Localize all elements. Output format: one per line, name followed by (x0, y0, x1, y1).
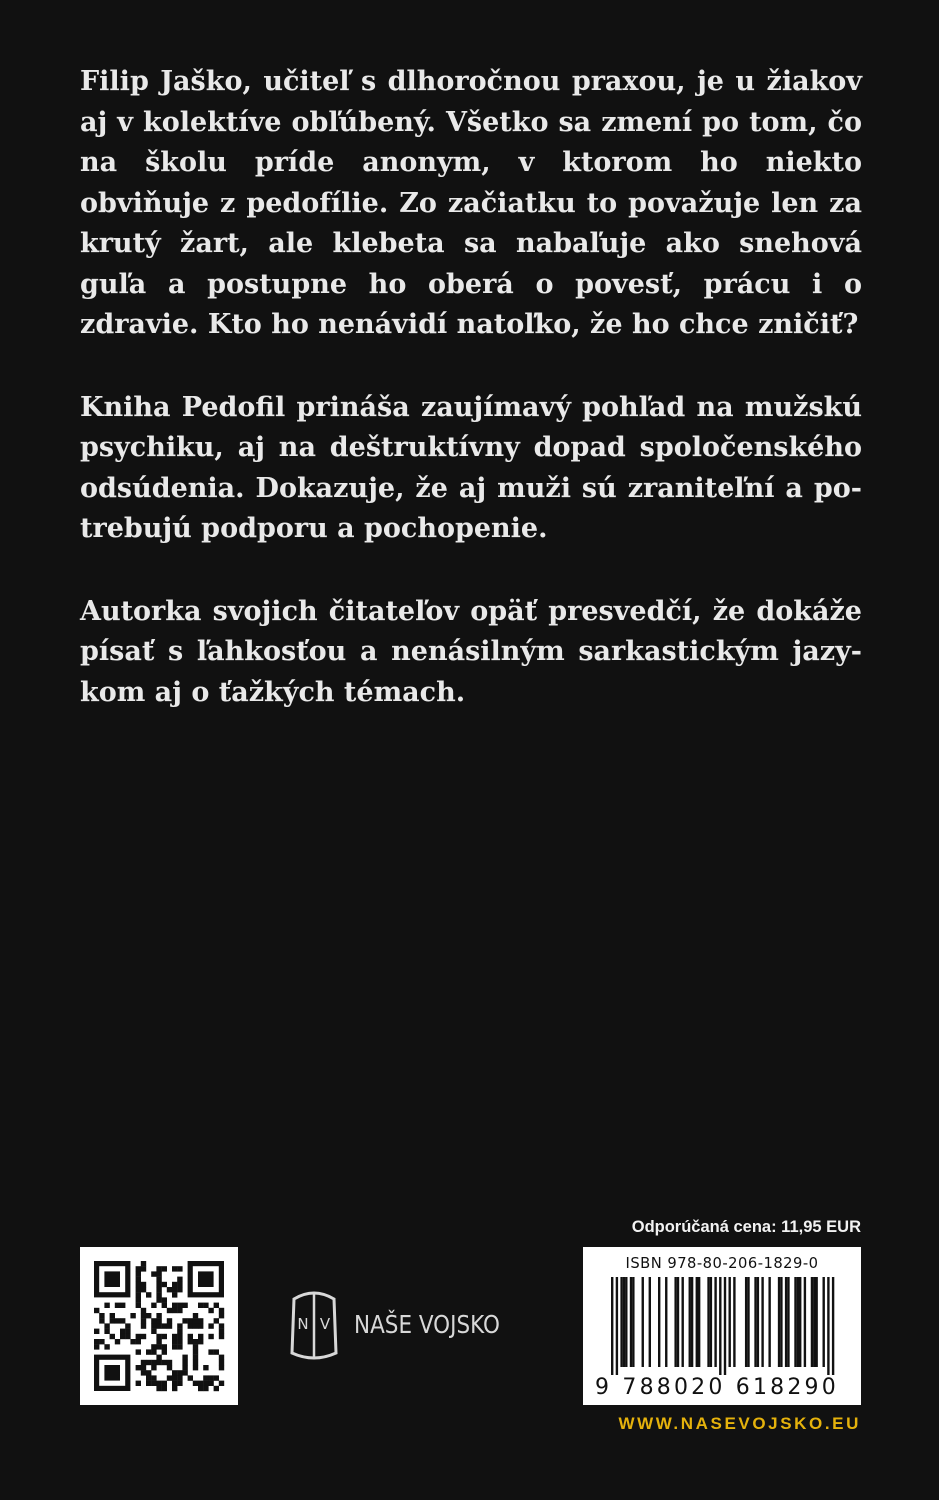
barcode-bar (724, 1277, 726, 1375)
barcode-bar (823, 1277, 825, 1367)
barcode-bar (745, 1277, 747, 1367)
qr-code (80, 1247, 238, 1405)
barcode-bar (642, 1277, 644, 1367)
barcode-bar (827, 1277, 829, 1375)
barcode-bar (696, 1277, 698, 1367)
publisher-logo (284, 1283, 524, 1365)
back-cover-blurb (80, 62, 862, 755)
svg-text:N: N (297, 1315, 309, 1333)
barcode-bar (780, 1277, 782, 1367)
barcode-bar (785, 1277, 787, 1367)
barcode-bar (799, 1277, 801, 1367)
barcode-bar (778, 1277, 780, 1367)
barcode-bar (611, 1277, 613, 1375)
barcode-bar (794, 1277, 796, 1367)
blurb-paragraph-1: Filip Jaško, učiteľ s dlhoročnou praxou, je u žiakov aj v kolektíve obľúbený. Všetko sa zmení po tom, čo na školu príde anonym, v ktorom ho niekto obviňuje z pedofílie. Zo začiatku to považuje len za krutý žart, ale klebeta sa nabaľuje ako snehová guľa a postupne ho oberá o povesť, prácu i o zdravie. Kto ho nenávidí natoľko, že ho chce zničiť? (80, 66, 862, 340)
barcode-bars (597, 1277, 847, 1375)
barcode-bar (815, 1277, 817, 1367)
barcode-bar (625, 1277, 627, 1367)
isbn-barcode (583, 1247, 861, 1405)
barcode-bar (682, 1277, 684, 1367)
publisher-emblem-icon (284, 1283, 344, 1365)
isbn-label: ISBN 978-80-206-1829-0 (625, 1254, 819, 1272)
barcode-bar (832, 1277, 834, 1375)
recommended-price: Odporúčaná cena: 11,95 EUR (631, 1218, 861, 1236)
barcode-bar (710, 1277, 712, 1367)
barcode-bar (787, 1277, 789, 1367)
barcode-bar (813, 1277, 815, 1367)
barcode-bar (632, 1277, 634, 1367)
barcode-bar (747, 1277, 749, 1367)
blurb-paragraph-3: Autorka svojich čitateľov opäť presvedčí, že dokáže písať s ľahkosťou a nenásilným sarkastickým jazykom aj o ťažkých témach. (80, 595, 862, 708)
barcode-bar (707, 1277, 709, 1367)
barcode-bar (719, 1277, 721, 1375)
ean-digits: 9 788020 618290 (595, 1375, 839, 1400)
barcode-bar (689, 1277, 691, 1367)
barcode-bar (804, 1277, 806, 1367)
svg-text:V: V (319, 1315, 331, 1333)
barcode-bar (761, 1277, 763, 1367)
publisher-name: NAŠE VOJSKO (354, 1309, 500, 1339)
barcode-bar (811, 1277, 813, 1367)
barcode-bar (658, 1277, 660, 1367)
barcode-bar (797, 1277, 799, 1367)
barcode-bar (714, 1277, 716, 1367)
barcode-bar (757, 1277, 759, 1367)
barcode-bar (733, 1277, 735, 1367)
blurb-paragraph-2: Kniha Pedofil prináša zaujímavý pohľad na mužskú psychiku, aj na deštruktívny dopad spoločenského odsúdenia. Dokazuje, že aj muži sú zraniteľní a potrebujú podporu a pochopenie. (80, 391, 862, 544)
barcode-bar (729, 1277, 731, 1367)
barcode-bar (649, 1277, 651, 1367)
barcode-bar (630, 1277, 632, 1367)
barcode-bar (623, 1277, 625, 1367)
publisher-website: WWW.NASEVOJSKO.EU (618, 1414, 861, 1433)
barcode-bar (674, 1277, 676, 1367)
barcode-bar (698, 1277, 700, 1367)
barcode-bar (768, 1277, 770, 1367)
barcode-bar (665, 1277, 667, 1367)
barcode-bar (754, 1277, 756, 1367)
barcode-bar (620, 1277, 622, 1367)
barcode-bar (677, 1277, 679, 1367)
barcode-bar (616, 1277, 618, 1375)
barcode-bar (691, 1277, 693, 1367)
